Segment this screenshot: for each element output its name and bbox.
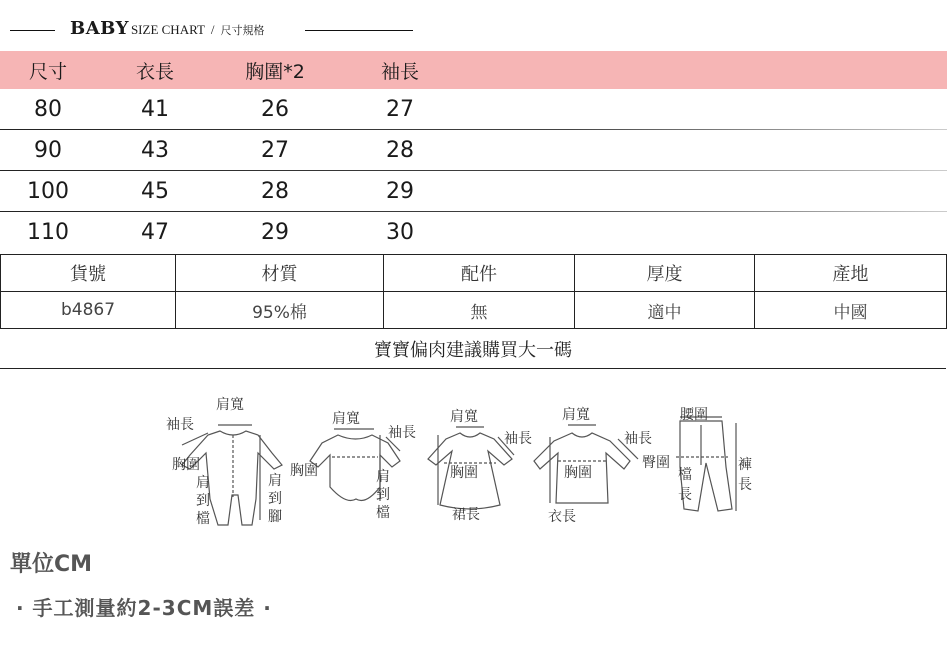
header-accessories: 配件: [384, 255, 575, 292]
measurement-error-note: · 手工測量約2-3CM誤差 ·: [16, 596, 272, 620]
sleeve-value: 29: [386, 179, 414, 204]
romper-sf-2: 到: [268, 491, 282, 507]
header-origin: 產地: [755, 255, 947, 292]
sleeve-value: 30: [386, 220, 414, 245]
dress-sleeve-label: 袖長: [504, 431, 532, 447]
header-material: 材質: [176, 255, 384, 292]
romper-sleeve-label: 袖長: [166, 417, 194, 433]
size-row: [0, 130, 947, 171]
info-header-row: [1, 255, 947, 292]
dress-chest-label: 胸圍: [450, 465, 478, 481]
romper-sc-1: 肩: [196, 475, 210, 491]
value-thickness: 適中: [575, 292, 755, 329]
garment-illustrations: [160, 395, 770, 535]
dress-shoulder-label: 肩寬: [450, 409, 478, 425]
bodysuit-sc-3: 檔: [376, 505, 390, 521]
size-row: [0, 171, 947, 212]
chest-value: 28: [261, 179, 289, 204]
size-value: 100: [27, 179, 69, 204]
measurement-diagram: [160, 395, 770, 535]
romper-sf-3: 腳: [268, 509, 282, 525]
value-accessories: 無: [384, 292, 575, 329]
pants-len-1: 褲: [738, 457, 752, 473]
title-rule-right: [305, 30, 413, 31]
dress-skirt-label: 裙長: [452, 507, 480, 523]
top-length-label: 衣長: [548, 509, 576, 525]
romper-chest-label: 胸圍: [172, 457, 200, 473]
bodysuit-chest-label: 胸圍: [290, 463, 318, 479]
title-text: [70, 18, 265, 39]
subtitle-cn: 尺寸規格: [220, 24, 265, 37]
size-value: 90: [34, 138, 62, 163]
col-size: 尺寸: [28, 60, 67, 83]
size-advice-note: 寶寶偏肉建議購買大一碼: [0, 330, 946, 369]
pants-rise-2: 長: [678, 487, 692, 503]
title-rule-left: [10, 30, 55, 31]
brand-text: BABY: [70, 18, 129, 39]
sleeve-value: 27: [386, 97, 414, 122]
sleeve-value: 28: [386, 138, 414, 163]
value-material: 95%棉: [176, 292, 384, 329]
product-info-table: [0, 254, 947, 329]
info-value-row: [1, 292, 947, 329]
subtitle-text: SIZE CHART: [130, 22, 205, 37]
title-separator: /: [210, 22, 215, 37]
romper-sc-2: 到: [196, 493, 210, 509]
top-chest-label: 胸圍: [564, 465, 592, 481]
romper-sf-1: 肩: [268, 473, 282, 489]
chest-value: 27: [261, 138, 289, 163]
unit-label: 單位CM: [10, 552, 93, 577]
top-shoulder-label: 肩寬: [562, 407, 590, 423]
bodysuit-shoulder-label: 肩寬: [332, 411, 360, 427]
top-sleeve-label: 袖長: [624, 431, 652, 447]
col-length: 衣長: [135, 60, 174, 83]
bodysuit-sc-2: 到: [376, 487, 390, 503]
size-value: 110: [27, 220, 69, 245]
length-value: 43: [141, 138, 169, 163]
size-row: [0, 89, 947, 130]
size-row: [0, 212, 947, 253]
length-value: 41: [141, 97, 169, 122]
length-value: 47: [141, 220, 169, 245]
value-origin: 中國: [755, 292, 947, 329]
pants-hip-label: 臀圍: [642, 455, 670, 471]
bodysuit-sleeve-label: 袖長: [388, 425, 416, 441]
bodysuit-sc-1: 肩: [376, 469, 390, 485]
chart-title: [10, 18, 420, 42]
romper-sc-3: 檔: [196, 511, 210, 527]
size-value: 80: [34, 97, 62, 122]
header-thickness: 厚度: [575, 255, 755, 292]
size-table-header: [0, 51, 947, 89]
col-chest: 胸圍*2: [245, 60, 305, 83]
pants-len-2: 長: [738, 477, 752, 493]
length-value: 45: [141, 179, 169, 204]
pants-waist-label: 腰圍: [680, 407, 708, 423]
pants-rise-1: 檔: [678, 467, 692, 483]
value-item-no: b4867: [1, 292, 176, 329]
chest-value: 29: [261, 220, 289, 245]
header-item-no: 貨號: [1, 255, 176, 292]
chest-value: 26: [261, 97, 289, 122]
col-sleeve: 袖長: [380, 60, 419, 83]
romper-shoulder-label: 肩寬: [216, 397, 244, 413]
